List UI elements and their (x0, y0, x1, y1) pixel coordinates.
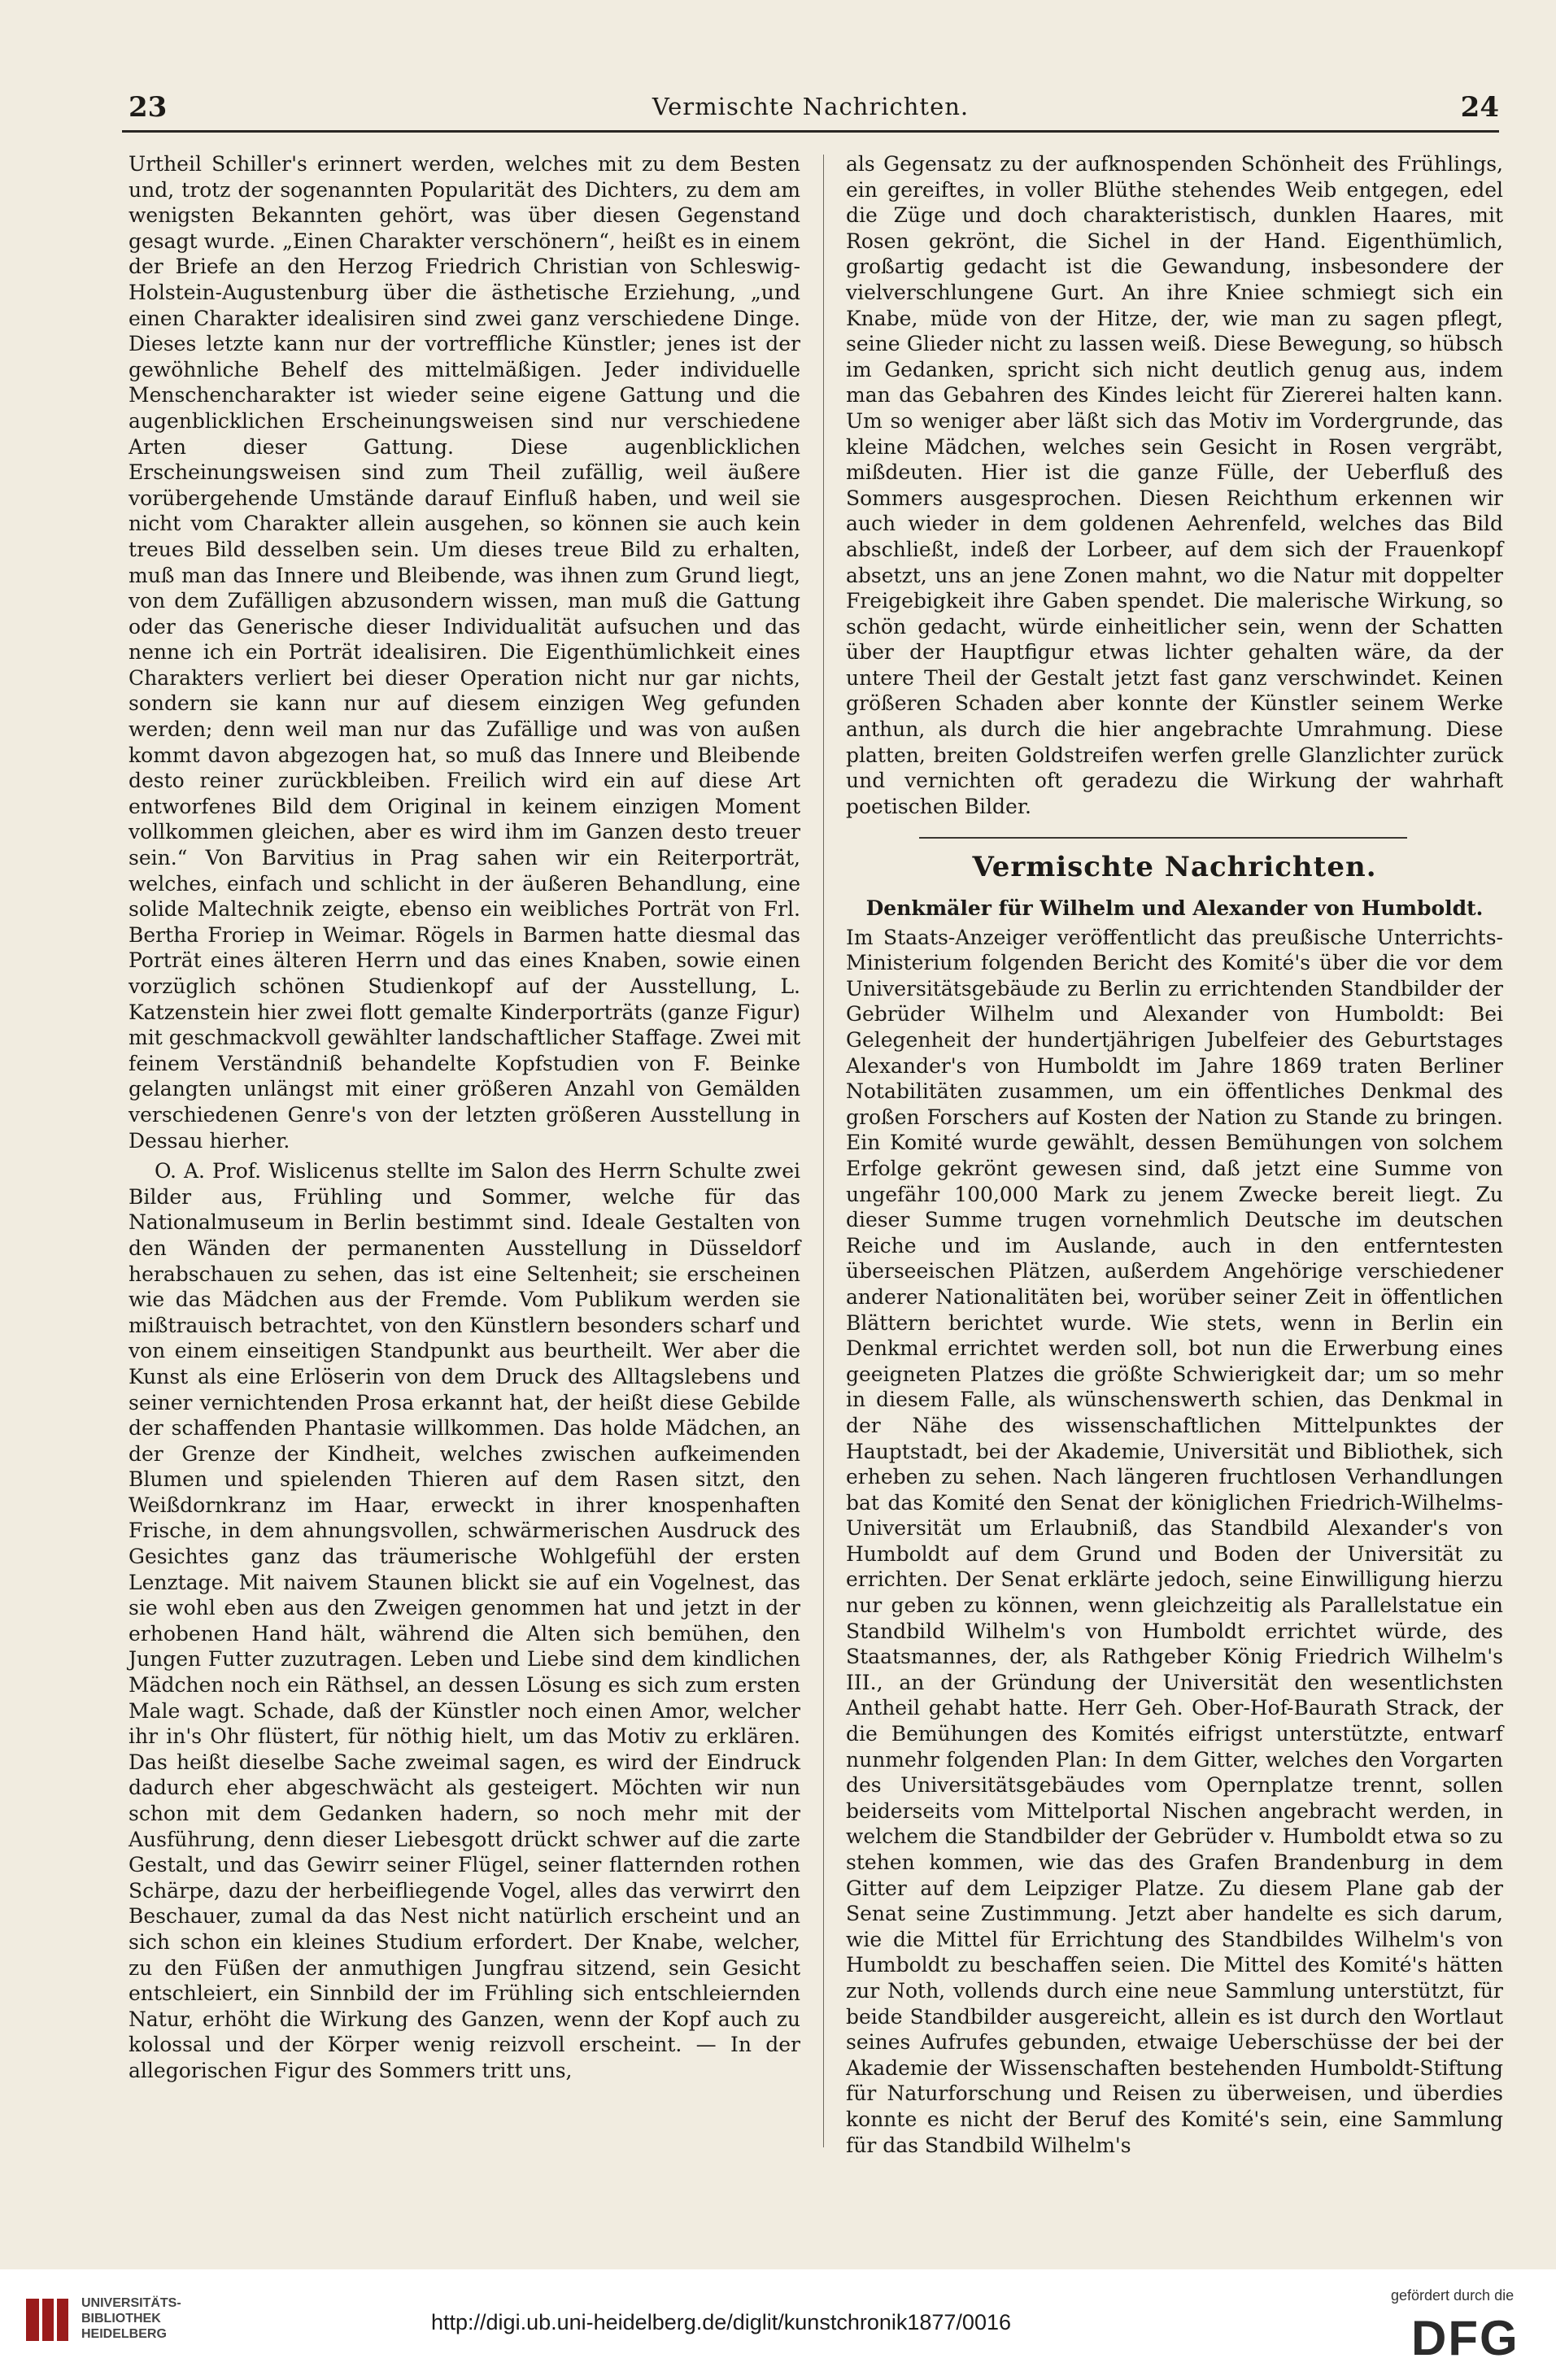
document-url-link[interactable]: http://digi.ub.uni-heidelberg.de/diglit/kunstchronik1877/0016 (431, 2310, 1011, 2334)
section-title: Vermischte Nachrichten. (972, 851, 1377, 884)
header-rule (122, 130, 1499, 133)
section-rule (919, 837, 1407, 839)
left-column (129, 151, 800, 2084)
page-header (122, 88, 1499, 127)
library-name-line: UNIVERSITÄTS- (81, 2296, 181, 2310)
page-number-right: 24 (1460, 91, 1499, 124)
column-divider (823, 155, 824, 2147)
right-paragraph: als Gegensatz zu der aufknospenden Schönheit des Frühlings, ein gereiftes, in voller Blüthe stehendes Weib entgegen, edel die Züge und doch charakteristisch, dunklen Haares, mit Rosen gekrönt, die Sichel in der Hand. Eigenthümlich, großartig gedacht ist die Gewandung, insbesondere der vielverschlungene Gurt. An ihre Kniee schmiegt sich ein Knabe, müde von der Hitze, der, wie man zu sagen pflegt, seine Glieder nicht zu lassen weiß. Diese Bewegung, so hübsch im Gedanken, spricht sich nicht deutlich genug aus, indem man das Gebahren des Kindes leicht für Ziererei halten kann. Um so weniger aber läßt sich das Motiv im Vordergrunde, das kleine Mädchen, welches sein Gesicht in Rosen vergräbt, mißdeuten. Hier ist die ganze Fülle, der Ueberfluß des Sommers ausgesprochen. Diesen Reichthum erkennen wir auch wieder in dem goldenen Aehrenfeld, welches das Bild abschließt, indeß der Lorbeer, auf dem sich der Frauenkopf absetzt, uns an jene Zonen mahnt, wo die Natur mit doppelter Freigebigkeit ihre Gaben spendet. Die malerische Wirkung, so schön gedacht, würde einheitlicher sein, wenn der Schatten über der Hauptfigur etwas lichter gehalten wäre, da der untere Theil der Gestalt jetzt fast ganz verschwindet. Keinen größeren Schaden aber konnte der Künstler seinem Werke anthun, als durch die hier angebrachte Umrahmung. Diese platten, breiten Goldstreifen werfen grelle Glanzlichter zurück und vernichten oft geradezu die Wirkung der wahrhaft poetischen Bilder. (846, 152, 1503, 818)
library-logo-icon (23, 2294, 72, 2346)
page-number-left: 23 (129, 91, 168, 124)
library-name (81, 2295, 181, 2342)
library-name-line: BIBLIOTHEK (81, 2312, 161, 2326)
running-title: Vermischte Nachrichten. (652, 93, 970, 120)
right-column (846, 151, 1503, 2158)
article-title: Denkmäler für Wilhelm und Alexander von Humboldt. (865, 896, 1484, 921)
funded-by-text: gefördert durch die (1391, 2287, 1515, 2304)
left-paragraph: Urtheil Schiller's erinnert werden, welches mit zu dem Besten und, trotz der sogenannten Popularität des Dichters, zu dem am wenigsten Bekannten gehört, was über diesen Gegenstand gesagt wurde. „Einen Charakter verschönern“, heißt es in einem der Briefe an den Herzog Friedrich Christian von Schleswig-Holstein-Augustenburg über die ästhetische Erziehung, „und einen Charakter idealisiren sind zwei ganz verschiedene Dinge. Dieses letzte kann nur der vortreffliche Künstler; jenes ist der gewöhnliche Behelf des mittelmäßigen. Jeder individuelle Menschencharakter ist wieder seine eigene Gattung und die augenblicklichen Erscheinungsweisen sind nur verschiedene Arten dieser Gattung. Diese augenblicklichen Erscheinungsweisen sind zum Theil zufällig, weil äußere vorübergehende Umstände darauf Einfluß haben, und weil sie nicht vom Charakter allein ausgehen, so können sie auch kein treues Bild desselben sein. Um dieses treue Bild zu erhalten, muß man das Innere und Bleibende, was ihnen zum Grund liegt, von dem Zufälligen abzusondern wissen, man muß die Gattung oder das Generische dieser Individualität aufsuchen und das nenne ich ein Porträt idealisiren. Die Eigenthümlichkeit eines Charakters verliert bei dieser Operation nicht nur gar nichts, sondern sie kann nur auf diesem einzigen Weg gefunden werden; denn weil man nur das Zufällige und was von außen kommt davon abgezogen hat, so muß das Innere und Bleibende desto reiner zurückbleiben. Freilich wird ein auf diese Art entworfenes Bild dem Original in keinem einzigen Moment vollkommen gleichen, aber es wird ihm im Ganzen desto treuer sein.“ Von Barvitius in Prag sahen wir ein Reiterporträt, welches, einfach und schlicht in der äußeren Behandlung, eine solide Maltechnik zeigte, ebenso ein weibliches Porträt von Frl. Bertha Froriep in Weimar. Rögels in Barmen hatte diesmal das Porträt eines älteren Herrn und das eines Knaben, sowie einen vorzüglich schönen Studienkopf auf der Ausstellung, L. Katzenstein hier zwei flott gemalte Kinderporträts (ganze Figur) mit geschmackvoll gewählter landschaftlicher Staffage. Zwei mit feinem Verständniß behandelte Kopfstudien von F. Beinke gelangten unlängst mit einer größeren Anzahl von Gemälden verschiedenen Genre's von der letzten größeren Ausstellung in Dessau hierher. (129, 152, 800, 1153)
left-paragraph: O. A. Prof. Wislicenus stellte im Salon des Herrn Schulte zwei Bilder aus, Frühling und Sommer, welche für das Nationalmuseum in Berlin bestimmt sind. Ideale Gestalten von den Wänden der permanenten Ausstellung in Düsseldorf herabschauen zu sehen, das ist eine Seltenheit; sie erscheinen wie das Mädchen aus der Fremde. Vom Publikum werden sie mißtrauisch betrachtet, von den Künstlern besonders scharf und von einem einseitigen Standpunkt aus beurtheilt. Wer aber die Kunst als eine Erlöserin von dem Druck des Alltagslebens und seiner vernichtenden Prosa erkannt hat, der heißt diese Gebilde der schaffenden Phantasie willkommen. Das holde Mädchen, an der Grenze der Kindheit, welches zwischen aufkeimenden Blumen und spielenden Thieren auf dem Rasen sitzt, den Weißdornkranz im Haar, erweckt in ihrer knospenhaften Frische, in dem ahnungsvollen, schwärmerischen Ausdruck des Gesichtes ganz das träumerische Wohlgefühl der ersten Lenztage. Mit naivem Staunen blickt sie auf ein Vogelnest, das sie wohl eben aus den Zweigen genommen hat und jetzt in der erhobenen Hand hält, während die Alten sich bemühen, den Jungen Futter zuzutragen. Leben und Liebe sind dem kindlichen Mädchen noch ein Räthsel, an dessen Lösung es sich zum ersten Male wagt. Schade, daß der Künstler noch einen Amor, welcher ihr in's Ohr flüstert, für nöthig hielt, um das Motiv zu erklären. Das heißt dieselbe Sache zweimal sagen, es wird der Eindruck dadurch eher abgeschwächt als gesteigert. Möchten wir nun schon mit dem Gedanken hadern, so noch mehr mit der Ausführung, denn dieser Liebesgott drückt schwer auf die zarte Gestalt, und das Gewirr seiner Flügel, seiner flatternden rothen Schärpe, dazu der herbeifliegende Vogel, alles das verwirrt den Beschauer, zumal da das Nest nicht natürlich erscheint und an sich schon ein kleines Studium erfordert. Der Knabe, welcher, zu den Füßen der anmuthigen Jungfrau sitzend, sein Gesicht entschleiert, ein Sinnbild der im Frühling sich entschleiernden Natur, erhöht die Wirkung des Ganzen, wenn der Kopf auch zu kolossal und der Körper wenig reizvoll erscheint. — In der allegorischen Figur des Sommers tritt uns, (129, 1159, 800, 2082)
article-paragraph: Im Staats-Anzeiger veröffentlicht das preußische Unterrichts-Ministerium folgenden Bericht des Komité's über die vor dem Universitätsgebäude zu Berlin zu errichtenden Standbilder der Gebrüder Wilhelm und Alexander von Humboldt: Bei Gelegenheit der hundertjährigen Jubelfeier des Geburtstages Alexander's von Humboldt im Jahre 1869 traten Berliner Notabilitäten zusammen, um ein öffentliches Denkmal des großen Forschers auf Kosten der Nation zu Stande zu bringen. Ein Komité wurde gewählt, dessen Bemühungen von solchem Erfolge gekrönt gewesen sind, daß jetzt eine Summe von ungefähr 100,000 Mark zu jenem Zwecke bereit liegt. Zu dieser Summe trugen vornehmlich Deutsche im deutschen Reiche und im Auslande, auch in den entferntesten überseeischen Plätzen, außerdem Angehörige verschiedener anderer Nationalitäten bei, worüber seiner Zeit in öffentlichen Blättern berichtet wurde. Wie stets, wenn in Berlin ein Denkmal errichtet werden soll, bot nun die Erwerbung eines geeigneten Platzes die größte Schwierigkeit dar; um so mehr in diesem Falle, als wünschenswerth schien, das Denkmal in der Nähe des wissenschaftlichen Mittelpunktes der Hauptstadt, bei der Akademie, Universität und Bibliothek, sich erheben zu sehen. Nach längeren fruchtlosen Verhandlungen bat das Komité den Senat der königlichen Friedrich-Wilhelms-Universität um Erlaubniß, das Standbild Alexander's von Humboldt auf dem Grund und Boden der Universität zu errichten. Der Senat erklärte jedoch, seine Einwilligung hierzu nur geben zu können, wenn gleichzeitig als Parallelstatue ein Standbild Wilhelm's von Humboldt errichtet würde, des Staatsmannes, der, als Rathgeber König Friedrich Wilhelm's III., an der Gründung der Universität den wesentlichsten Antheil gehabt hatte. Herr Geh. Ober-Hof-Baurath Strack, der die Bemühungen des Komités eifrigst unterstützte, entwarf nunmehr folgenden Plan: In dem Gitter, welches den Vorgarten des Universitätsgebäudes vom Opernplatze trennt, sollen beiderseits vom Mittelportal Nischen angebracht werden, in welchem die Standbilder der Gebrüder v. Humboldt etwa so zu stehen kommen, wie das des Grafen Brandenburg in dem Gitter auf dem Leipziger Platze. Zu diesem Plane gab der Senat seine Zustimmung. Jetzt aber handelte es sich darum, wie die Mittel für Errichtung des Standbildes Wilhelm's von Humboldt zu beschaffen seien. Die Mittel des Komité's hätten zur Noth, vollends durch eine neue Sammlung unterstützt, für beide Standbilder ausgereicht, allein es ist durch den Wortlaut seines Aufrufes gebunden, etwaige Ueberschüsse der bei der Akademie der Wissenschaften bestehenden Humboldt-Stiftung für Naturforschung und Reisen zu überweisen, und überdies konnte es nicht der Beruf des Komité's sein, eine Sammlung für das Standbild Wilhelm's (846, 925, 1503, 2157)
library-name-line: HEIDELBERG (81, 2327, 167, 2341)
dfg-logo: DFG (1411, 2311, 1519, 2365)
